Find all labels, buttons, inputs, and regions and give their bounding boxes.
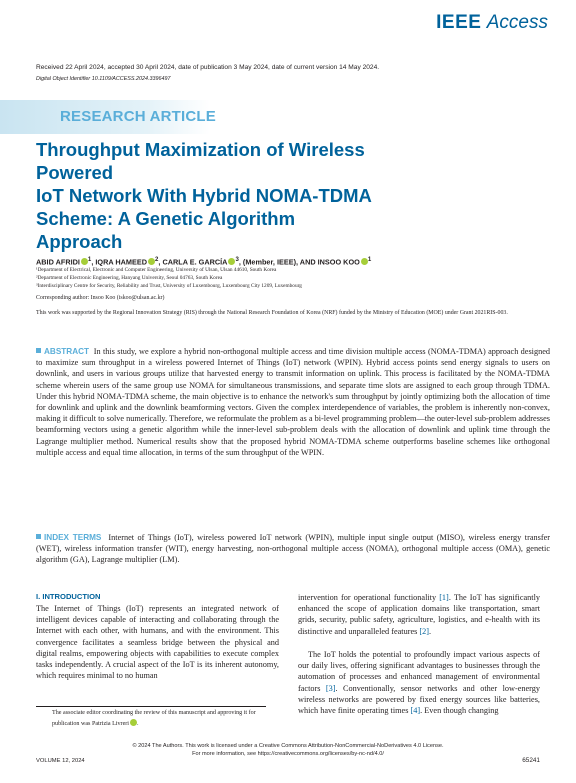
title-line: IoT Network With Hybrid NOMA-TDMA	[36, 185, 372, 206]
affiliation: ³Interdisciplinary Centre for Security, Reliability and Trust, University of Luxembourg, Luxembourg City 1209, Luxembourg	[36, 283, 302, 289]
abstract-block	[36, 346, 550, 458]
page-number: 65241	[522, 757, 540, 764]
intro-right-paragraph-1	[298, 592, 540, 637]
paragraph-text: intervention for operational functionality	[298, 593, 440, 602]
citation-link[interactable]: [1]	[439, 593, 449, 602]
volume-label: VOLUME 12, 2024	[36, 758, 85, 764]
license-url[interactable]: For more information, see https://creativecommons.org/licenses/by-nc-nd/4.0/	[192, 751, 384, 757]
author-name: , CARLA E. GARCÍA	[158, 257, 228, 267]
citation-link[interactable]: [4]	[410, 706, 421, 716]
author-name: , (Member, IEEE), AND INSOO KOO	[238, 257, 360, 267]
footnote-rule	[36, 706, 266, 707]
paragraph-text: .	[429, 626, 432, 636]
affiliation: ¹Department of Electrical, Electronic and Computer Engineering, University of Ulsan, Ulsan 44610, South Korea	[36, 267, 277, 273]
publication-dates: Received 22 April 2024, accepted 30 April 2024, date of publication 3 May 2024, date of current version 14 May 2024.	[36, 64, 380, 71]
index-terms-label: INDEX TERMS	[44, 533, 102, 542]
intro-right-paragraph-2	[298, 649, 540, 716]
affil-mark: 1	[367, 256, 372, 263]
abstract-text: In this study, we explore a hybrid non-orthogonal multiple access and time division multiple access (NOMA-TDMA) approach designed to maximize sum throughput in a wireless powered Internet of Things (IoT) network (WPIN). Hybrid access points send energy signals to users on downlink, and users in various groups utilize that harvested energy to transmit information on uplink. This process is facilitated by the NOMA-TDMA scheme wherein users of the same group use NOMA for simultaneous transmissions, and separate time slots are assigned to each group through TDMA. Under this hybrid NOMA-TDMA scheme, the main objective is to enhance the network's sum throughput by jointly optimizing both the allocation of time for downlink and uplink and the downlink beamforming vectors. Given the complex interdependence of variables, the problem is inherently non-convex, making it difficult to solve numerically. Therefore, we reformulate the problem as a bi-level programming problem—the outer-level sub-problem addresses beamforming vectors using a genetic algorithm while the inner-level sub-problem deals with the allocation of downlink and uplink time through the Lagrange multiplier method. Numerical results show that the proposed hybrid NOMA-TDMA scheme outperforms baseline schemes like orthogonal multiple access and equal time allocation, in terms of the sum throughput of the WPIN.	[36, 347, 551, 457]
logo-access-text: Access	[486, 12, 548, 33]
index-terms-block	[36, 532, 550, 566]
funding-note: This work was supported by the Regional Innovation Strategy (RIS) through the National Research Foundation of Korea (NRF) funded by the Ministry of Education (MOE) under Grant 2021RIS-003.	[36, 310, 508, 316]
affiliation: ²Department of Electronic Engineering, Hanyang University, Seoul 04763, South Korea	[36, 275, 223, 281]
editor-footnote	[52, 708, 278, 730]
author-list	[36, 256, 556, 266]
index-terms-text: Internet of Things (IoT), wireless powered IoT network (WPIN), multiple input single output (MISO), wireless energy transfer (WET), wireless information transfer (WIT), energy harvesting, non-orthogonal multiple access (NOMA), orthogonal multiple access (OMA), genetic algorithm (GA), Lagrange multiplier (LM).	[36, 533, 550, 565]
paragraph-text: The IoT holds the potential to profoundly impact various aspects of our daily lives, offering significant advantages to businesses through the automation of processes and enhanced management of environmental factors	[298, 650, 540, 693]
title-line: Scheme: A Genetic Algorithm	[36, 208, 296, 229]
orcid-icon[interactable]	[81, 258, 88, 265]
orcid-icon[interactable]	[130, 719, 137, 726]
article-title	[36, 138, 416, 253]
abstract-bullet-icon	[36, 348, 41, 353]
footnote-text: .	[137, 721, 139, 727]
orcid-icon[interactable]	[361, 258, 368, 265]
title-line: Throughput Maximization of Wireless Powered	[36, 139, 365, 183]
author-name: ABID AFRIDI	[36, 257, 80, 267]
citation-link[interactable]: [2]	[419, 626, 430, 636]
section-heading: I. INTRODUCTION	[36, 592, 101, 601]
citation-link[interactable]: [3]	[325, 683, 336, 693]
paragraph-text: . Even though changing	[420, 706, 499, 716]
doi-line: Digital Object Identifier 10.1109/ACCESS.2024.3396497	[36, 76, 171, 82]
affil-mark: 3	[235, 256, 239, 263]
orcid-icon[interactable]	[148, 258, 155, 265]
logo-ieee-text: IEEE	[436, 12, 482, 33]
article-category: RESEARCH ARTICLE	[60, 108, 216, 125]
ieee-access-logo	[436, 12, 548, 34]
paragraph-text: . The IoT has significantly enhanced the scope of application domains like transportation, smart grids, security, public safety, agriculture, logistics, and e-health with its distinctive and unparalleled features	[298, 593, 540, 636]
corresponding-author: Corresponding author: Insoo Koo (iskoo@ulsan.ac.kr)	[36, 295, 165, 301]
author-name: , IQRA HAMEED	[91, 257, 147, 267]
paragraph-text: . Conventionally, sensor networks and other low-energy wireless networks are powered by fixed energy sources like batteries, which have finite operating times	[298, 683, 540, 716]
footnote-text: The associate editor coordinating the review of this manuscript and approving it for publication was Patrizia Livreri	[52, 710, 256, 727]
index-terms-bullet-icon	[36, 534, 41, 539]
affil-mark: 1	[87, 256, 92, 263]
intro-left-paragraph: The Internet of Things (IoT) represents an integrated network of intelligent devices capable of interacting and collaborating through the Internet with each other, with humans, and with the environment. This convergence facilitates a seamless bridge between the physical and digital realms, empowering objects with capabilities to execute complex tasks independently. A crucial aspect of the IoT is its inherent autonomy, which requires minimal to no human	[36, 604, 279, 681]
license-line: © 2024 The Authors. This work is licensed under a Creative Commons Attribution-NonCommercial-NoDerivatives 4.0 License.	[132, 743, 444, 749]
title-line: Approach	[36, 231, 123, 252]
affil-mark: 2	[155, 256, 159, 263]
abstract-label: ABSTRACT	[44, 347, 90, 356]
